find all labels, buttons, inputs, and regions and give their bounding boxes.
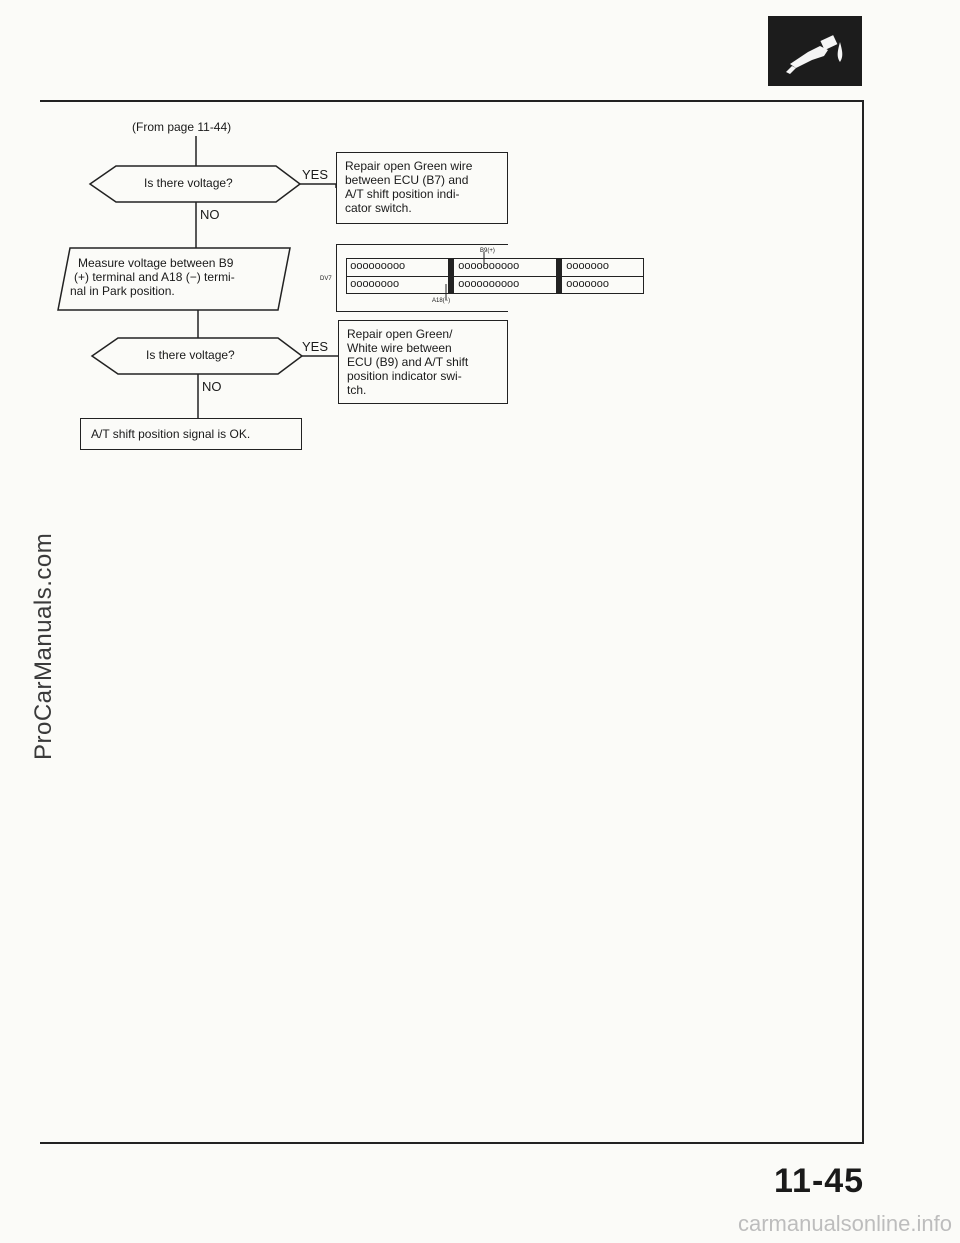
left-watermark: ProCarManuals.com: [30, 532, 57, 760]
connector-row2-seg1: oooooooo: [350, 279, 399, 291]
decision-1-yes: YES: [302, 167, 329, 182]
connector-label-top: B9(+): [480, 248, 495, 254]
repair-green-wire-line-1: Repair open Green wire: [345, 159, 473, 173]
repair-gw-line-1: Repair open Green/: [347, 327, 453, 341]
repair-gw-line-3: ECU (B9) and A/T shift: [347, 355, 469, 369]
decision-2-no: NO: [202, 379, 222, 394]
measure-line-1: Measure voltage between B9: [78, 256, 234, 270]
connector-label-bottom: A18(−): [432, 298, 451, 304]
repair-gw-line-2: White wire between: [347, 341, 452, 355]
connector-label-left: DV7: [320, 276, 332, 282]
repair-green-white-wire-box: [338, 320, 508, 404]
repair-green-wire-line-2: between ECU (B7) and: [345, 173, 469, 187]
connector-row1-seg1: ooooooooo: [350, 261, 405, 273]
decision-1-no: NO: [200, 207, 220, 222]
connector-row2-seg3: ooooooo: [566, 279, 609, 291]
decision-1-label: Is there voltage?: [144, 176, 233, 190]
repair-gw-line-5: tch.: [347, 383, 367, 397]
measure-line-2: (+) terminal and A18 (−) termi-: [74, 270, 235, 284]
connector-row1-seg3: ooooooo: [566, 261, 609, 273]
result-text: A/T shift position signal is OK.: [91, 427, 251, 441]
measure-line-3: nal in Park position.: [70, 284, 175, 298]
decision-2-yes: YES: [302, 339, 329, 354]
repair-green-wire-line-4: cator switch.: [345, 201, 412, 215]
connector-row1-seg2: oooooooooo: [458, 261, 520, 273]
repair-gw-line-4: position indicator swi-: [347, 369, 462, 383]
connector-row2-seg2: oooooooooo: [458, 279, 520, 291]
page-number: 11-45: [774, 1162, 865, 1200]
from-page-reference: (From page 11-44): [132, 120, 232, 134]
result-box: [80, 418, 302, 450]
bottom-watermark: carmanualsonline.info: [737, 1211, 952, 1236]
repair-green-wire-line-3: A/T shift position indi-: [345, 187, 460, 201]
decision-2-label: Is there voltage?: [146, 348, 235, 362]
